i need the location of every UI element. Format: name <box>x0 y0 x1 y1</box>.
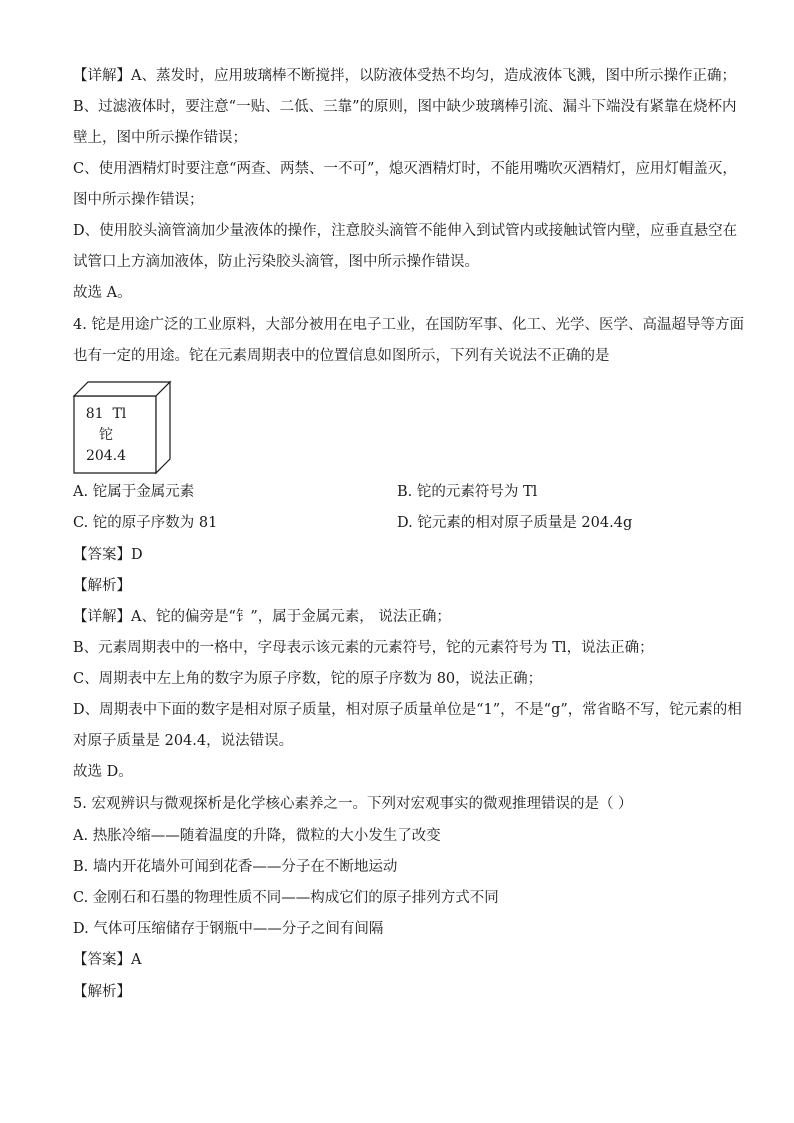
explanation-line: B、元素周期表中的一格中，字母表示该元素的元素符号，铊的元素符号为 Tl，说法正确； <box>73 640 654 656</box>
option-b: B. 墙内开花墙外可闻到花香——分子在不断地运动 <box>73 859 398 875</box>
question-stem: 4. 铊是用途广泛的工业原料，大部分被用在电子工业，在国防军事、化工、光学、医学、高温超导等方面 <box>73 317 744 333</box>
question-stem: 5. 宏观辨识与微观探析是化学核心素养之一。下列对宏观事实的微观推理错误的是（ ） <box>73 796 633 812</box>
option-c: C. 金刚石和石墨的物理性质不同——构成它们的原子排列方式不同 <box>73 890 499 906</box>
element-name: 铊 <box>99 427 113 443</box>
conclusion: 故选 A。 <box>73 285 132 301</box>
explanation-line: C、周期表中左上角的数字为原子序数，铊的原子序数为 80，说法正确； <box>73 671 543 687</box>
explanation-line: 图中所示操作错误； <box>73 192 204 208</box>
answer: 【答案】A <box>73 952 142 968</box>
answer: 【答案】D <box>73 547 143 563</box>
explanation-line: D、使用胶头滴管滴加少量液体的操作，注意胶头滴管不能伸入到试管内或接触试管内壁，应垂直悬空在 <box>73 223 738 239</box>
explanation-line: 【详解】A、蒸发时，应用玻璃棒不断搅拌，以防液体受热不均匀，造成液体飞溅，图中所示操作正确； <box>73 68 736 84</box>
option-d: D. 铊元素的相对原子质量是 204.4g <box>397 515 633 531</box>
explanation-line: 【详解】A、铊的偏旁是“钅”，属于金属元素， 说法正确； <box>73 609 451 625</box>
analysis-heading: 【解析】 <box>73 984 131 1000</box>
question-stem: 也有一定的用途。铊在元素周期表中的位置信息如图所示，下列有关说法不正确的是 <box>73 348 610 364</box>
option-c: C. 铊的原子序数为 81 <box>73 515 218 531</box>
explanation-line: B、过滤液体时，要注意“一贴、二低、三靠”的原则，图中缺少玻璃棒引流、漏斗下端没有紧靠在烧杯内 <box>73 99 737 115</box>
option-b: B. 铊的元素符号为 Tl <box>397 484 538 500</box>
element-number-symbol <box>78 405 134 423</box>
option-a: A. 铊属于金属元素 <box>73 484 195 500</box>
explanation-line: D、周期表中下面的数字是相对原子质量，相对原子质量单位是“1”，不是“g”，常省略不写，铊元素的相 <box>73 702 742 718</box>
element-symbol: Tl <box>112 406 127 422</box>
explanation-line: 试管口上方滴加液体，防止污染胶头滴管，图中所示操作错误。 <box>73 254 479 270</box>
option-d: D. 气体可压缩储存于钢瓶中——分子之间有间隔 <box>73 921 384 937</box>
explanation-line: C、使用酒精灯时要注意“两查、两禁、一不可”，熄灭酒精灯时，不能用嘴吹灭酒精灯，应用灯帽盖灭， <box>73 161 737 177</box>
element-number: 81 <box>85 406 104 422</box>
analysis-heading: 【解析】 <box>73 578 131 594</box>
explanation-line: 对原子质量是 204.4，说法错误。 <box>73 733 294 749</box>
explanation-line: 壁上，图中所示操作错误； <box>73 130 247 146</box>
option-a: A. 热胀冷缩——随着温度的升降，微粒的大小发生了改变 <box>73 828 441 844</box>
conclusion: 故选 D。 <box>73 764 133 780</box>
element-mass: 204.4 <box>85 448 127 464</box>
